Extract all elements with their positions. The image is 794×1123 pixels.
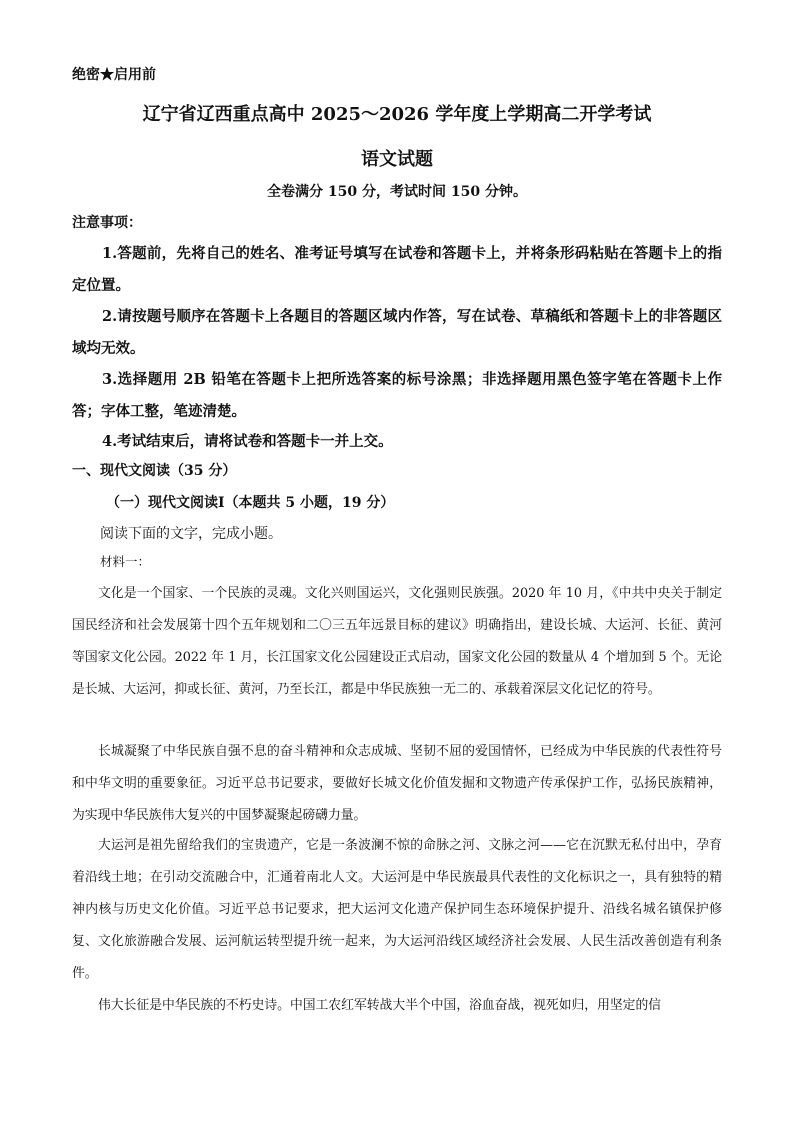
material-label: 材料一： xyxy=(100,554,151,569)
section-heading: 一、现代文阅读（35 分） xyxy=(72,463,237,479)
material-paragraph: 文化是一个国家、一个民族的灵魂。文化兴则国运兴，文化强则民族强。2020 年 10 月，《中共中央关于制定国民经济和社会发展第十四个五年规划和二〇三五年远景目标的建议》明确指出，建设长城、大运河、长征、黄河等国家文化公园。2022 年 1 月，长江国家文化公园建设正式启动，国家文化公园的数量从 4 个增加到 5 个。无论是长城、大运河，抑或长征、黄河，乃至长江，都是中华民族独一无二的、承载着深层文化记忆的符号。 xyxy=(72,586,722,697)
material-paragraph: 大运河是祖先留给我们的宝贵遗产，它是一条波澜不惊的命脉之河、文脉之河——它在沉默无私付出中，孕育着沿线土地；在引动交流融合中，汇通着南北人文。大运河是中华民族最具代表性的文化标识之一，具有独特的精神内核与历史文化价值。习近平总书记要求，把大运河文化遗产保护同生态环境保护提升、沿线名城名镇保护修复、文化旅游融合发展、运河航运转型提升统一起来，为大运河沿线区域经济社会发展、人民生活改善创造有利条件。 xyxy=(72,838,722,981)
score-info: 全卷满分 150 分，考试时间 150 分钟。 xyxy=(267,184,527,200)
notice-item: 3.选择题用 2B 铅笔在答题卡上把所选答案的标号涂黑；非选择题用黑色签字笔在答题卡上作答；字体工整，笔迹清楚。 xyxy=(72,371,722,420)
notice-item: 4.考试结束后，请将试卷和答题卡一并上交。 xyxy=(102,433,393,450)
secret-mark: 绝密★启用前 xyxy=(72,67,156,83)
notice-item: 2.请按题号顺序在答题卡上各题目的答题区域内作答，写在试卷、草稿纸和答题卡上的非答题区域均无效。 xyxy=(72,308,722,357)
material-paragraph: 长城凝聚了中华民族自强不息的奋斗精神和众志成城、坚韧不屈的爱国情怀，已经成为中华民族的代表性符号和中华文明的重要象征。习近平总书记要求，要做好长城文化价值发掘和文物遗产传承保护工作，弘扬民族精神，为实现中华民族伟大复兴的中国梦凝聚起磅礴力量。 xyxy=(72,744,722,823)
reading-instruction: 阅读下面的文字，完成小题。 xyxy=(100,526,282,542)
exam-title: 辽宁省辽西重点高中 2025～2026 学年度上学期高二开学考试 xyxy=(142,104,652,125)
subsection-heading: （一）现代文阅读Ⅰ（本题共 5 小题，19 分） xyxy=(106,495,395,511)
notice-item: 1.答题前，先将自己的姓名、准考证号填写在试卷和答题卡上，并将条形码粘贴在答题卡上的指定位置。 xyxy=(72,245,722,294)
exam-subtitle: 语文试题 xyxy=(361,149,433,170)
notice-heading: 注意事项： xyxy=(72,215,142,231)
material-paragraph: 伟大长征是中华民族的不朽史诗。中国工农红军转战大半个中国，浴血奋战，视死如归，用坚定的信 xyxy=(98,998,662,1013)
